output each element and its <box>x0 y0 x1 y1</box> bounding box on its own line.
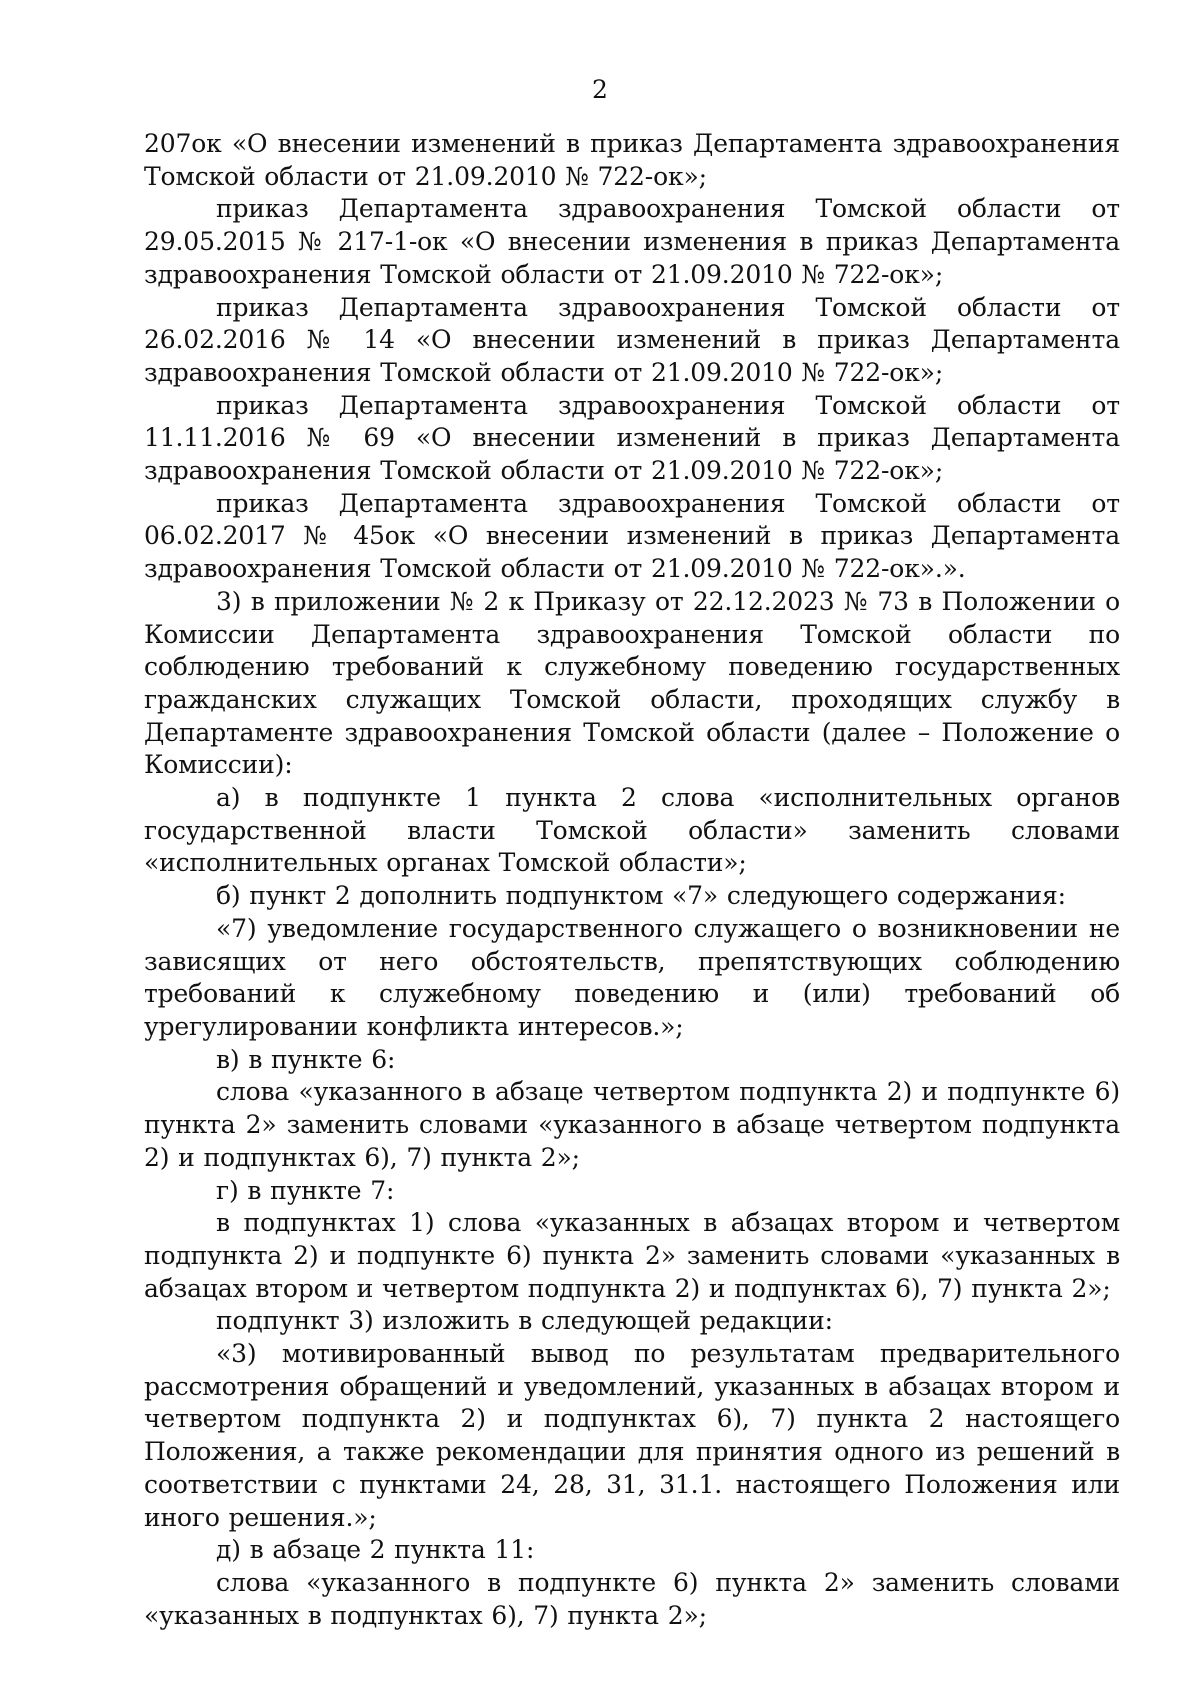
paragraph-8: б) пункт 2 дополнить подпунктом «7» следующего содержания: <box>216 881 1066 911</box>
paragraph-16: д) в абзаце 2 пункта 11: <box>216 1535 535 1565</box>
document-body <box>144 128 1120 1632</box>
paragraph-9: «7) уведомление государственного служащего о возникновении не зависящих от него обстоятельств, препятствующих соблюдению требований к служебному поведению и (или) требований об урегулировании конфликта интересов.»; <box>144 913 1120 1041</box>
paragraph-6: 3) в приложении № 2 к Приказу от 22.12.2023 № 73 в Положении о Комиссии Департамента здравоохранения Томской области по соблюдению требований к служебному поведению государственных гражданских служащих Томской области, проходящих службу в Департаменте здравоохранения Томской области (далее – Положение о Комиссии): <box>144 586 1120 780</box>
paragraph-14: подпункт 3) изложить в следующей редакции: <box>216 1306 833 1336</box>
paragraph-17: слова «указанного в подпункте 6) пункта 2» заменить словами «указанных в подпунктах 6), 7) пункта 2»; <box>144 1567 1120 1630</box>
paragraph-4: приказ Департамента здравоохранения Томской области от 11.11.2016 № 69 «О внесении изменений в приказ Департамента здравоохранения Томской области от 21.09.2010 № 722-ок»; <box>144 390 1120 486</box>
paragraph-10: в) в пункте 6: <box>216 1044 396 1074</box>
paragraph-15: «3) мотивированный вывод по результатам предварительного рассмотрения обращений и уведомлений, указанных в абзацах втором и четвертом подпункта 2) и подпунктах 6), 7) пункта 2 настоящего Положения, а также рекомендации для принятия одного из решений в соответствии с пунктами 24, 28, 31, 31.1. настоящего Положения или иного решения.»; <box>144 1339 1120 1532</box>
paragraph-3: приказ Департамента здравоохранения Томской области от 26.02.2016 № 14 «О внесении изменений в приказ Департамента здравоохранения Томской области от 21.09.2010 № 722-ок»; <box>144 292 1120 387</box>
paragraph-11: слова «указанного в абзаце четвертом подпункта 2) и подпункте 6) пункта 2» заменить словами «указанного в абзаце четвертом подпункта 2) и подпунктах 6), 7) пункта 2»; <box>144 1077 1120 1172</box>
paragraph-2: приказ Департамента здравоохранения Томской области от 29.05.2015 № 217-1-ок «О внесении изменения в приказ Департамента здравоохранения Томской области от 21.09.2010 № 722-ок»; <box>144 194 1120 289</box>
paragraph-13: в подпунктах 1) слова «указанных в абзацах втором и четвертом подпункта 2) и подпункте 6) пункта 2» заменить словами «указанных в абзацах втором и четвертом подпункта 2) и подпунктах 6), 7) пункта 2»; <box>144 1208 1120 1303</box>
paragraph-5: приказ Департамента здравоохранения Томской области от 06.02.2017 № 45ок «О внесении изменений в приказ Департамента здравоохранения Томской области от 21.09.2010 № 722-ок».». <box>144 488 1120 584</box>
paragraph-12: г) в пункте 7: <box>216 1175 395 1205</box>
paragraph-7: а) в подпункте 1 пункта 2 слова «исполнительных органов государственной власти Томской области» заменить словами «исполнительных органах Томской области»; <box>144 783 1120 878</box>
page-number: 2 <box>592 75 608 104</box>
paragraph-1: 207ок «О внесении изменений в приказ Департамента здравоохранения Томской области от 21.09.2010 № 722-ок»; <box>144 129 1120 191</box>
